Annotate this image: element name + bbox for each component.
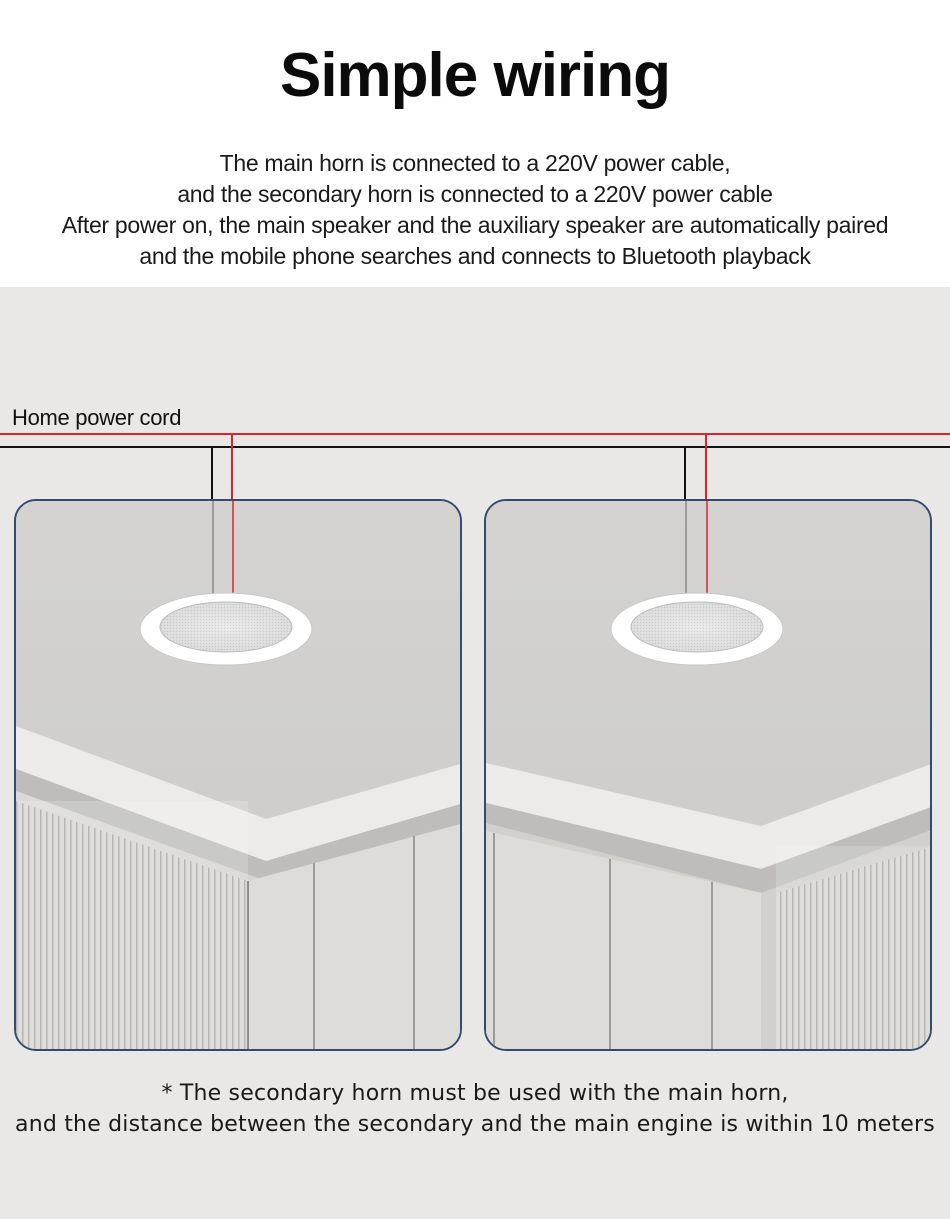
footnote-line: and the distance between the secondary and the main engine is within 10 meters — [15, 1112, 935, 1137]
ceiling-speaker-icon — [140, 593, 312, 665]
description-line: and the mobile phone searches and connects to Bluetooth playback — [139, 243, 811, 269]
secondary-horn-panel — [484, 499, 932, 1051]
footnote — [0, 1078, 950, 1140]
description-line: After power on, the main speaker and the auxiliary speaker are automatically paired — [61, 212, 889, 238]
neutral-main-wire — [0, 446, 950, 448]
footnote-line: * The secondary horn must be used with the main horn, — [161, 1081, 789, 1106]
main-horn-panel — [14, 499, 462, 1051]
description-line: The main horn is connected to a 220V power cable, — [219, 150, 731, 176]
live-drop-wire — [705, 434, 707, 499]
neutral-drop-wire — [684, 447, 686, 499]
home-power-cord-label: Home power cord — [12, 405, 182, 430]
description — [0, 148, 950, 272]
ceiling-speaker-icon — [611, 593, 783, 665]
live-main-wire — [0, 433, 950, 435]
live-drop-wire — [231, 434, 233, 499]
description-line: and the secondary horn is connected to a 220V power cable — [177, 181, 773, 207]
page-title: Simple wiring — [279, 41, 671, 110]
neutral-drop-wire — [211, 447, 213, 499]
